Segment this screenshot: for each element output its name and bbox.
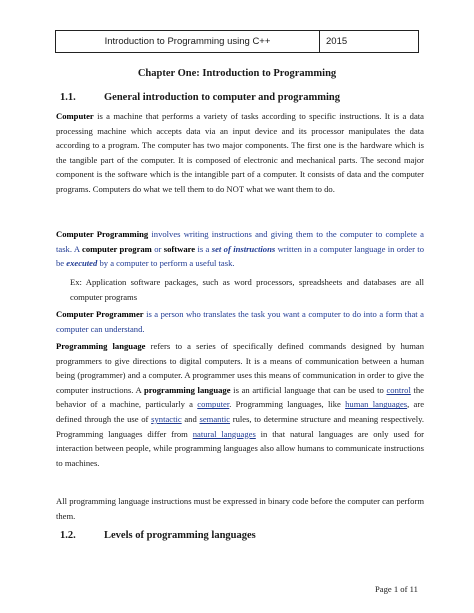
paragraph-text: the behavior of a machine, particularly a (56, 384, 424, 410)
section-title: General introduction to computer and programming (104, 92, 340, 103)
paragraph-text: . Programming languages, like (229, 399, 346, 410)
paragraph-text: is a machine that performs a variety of tasks according to specific instructions. It is a data processing machine which accepts data via an input device and its processor manipulates the data according to a program. The computer has two major components. The first one is the hardware which is the tangible part of the computer. It is composed of electronic and mechanical parts. The second major component is the software which is the intangible part of a computer. It consists of data and the computer programs. Computers do what we tell them to do NOT what we want them to do. (56, 111, 424, 194)
paragraph-text: , are defined through the use of (56, 399, 425, 424)
section-number: 1.1. (60, 92, 76, 103)
link-syntactic[interactable]: syntactic (151, 413, 182, 424)
paragraph-computer-programming (56, 227, 424, 271)
paragraph-text: in that natural languages are only used for interaction between people, while programming languages also allow humans to communicate instructions to machines. (56, 428, 425, 468)
term-set-of-instructions: set of instructions (211, 243, 276, 254)
header-table (55, 30, 419, 53)
paragraph-programming-language (56, 339, 424, 470)
link-control[interactable]: control (386, 384, 411, 395)
term-computer-program: computer program (82, 243, 152, 254)
link-semantic[interactable]: semantic (199, 413, 231, 424)
link-natural-languages[interactable]: natural languages (192, 428, 256, 439)
header-year: 2015 (326, 36, 348, 47)
section-heading-1-2 (60, 530, 256, 541)
section-number: 1.2. (60, 530, 76, 541)
term-computer-programmer: Computer Programmer (56, 309, 144, 319)
term-computer: Computer (56, 111, 94, 121)
term-programming-language-2: programming language (143, 384, 231, 395)
paragraph-text: is an artificial language that can be used to (230, 384, 387, 395)
paragraph-text: is a (195, 243, 212, 254)
term-programming-language: Programming language (56, 341, 146, 351)
chapter-title: Chapter One: Introduction to Programming (137, 68, 337, 79)
paragraph-text: is a person who translates the task you want a computer to do into a form that a computer can understand. (56, 309, 424, 334)
header-title: Introduction to Programming using C++ (56, 31, 320, 52)
paragraph-text: and (181, 413, 200, 424)
paragraph-text: or (151, 243, 164, 254)
term-executed: executed (66, 258, 98, 269)
paragraph-binary-code: All programming language instructions must be expressed in binary code before the computer can perform them. (56, 496, 424, 521)
paragraph-computer-programmer (56, 307, 424, 336)
term-software: software (163, 243, 196, 254)
paragraph-text: refers to a series of specifically defined commands designed by human programmers to give directions to digital computers. It is a means of communication between a human being (programmer) and a computer. A programmer uses this means of communication in order to give the computer instructions. A (56, 341, 424, 395)
section-heading-1-1 (60, 92, 340, 103)
section-title: Levels of programming languages (104, 530, 256, 541)
paragraph-text: written in a computer language in order to be (56, 243, 424, 269)
paragraph-computer (56, 109, 424, 197)
page-number: Page 1 of 11 (375, 584, 418, 594)
link-human-languages[interactable]: human languages (345, 399, 408, 410)
paragraph-text: rules, to determine structure and meaning respectively. Programming languages differ from (56, 413, 424, 439)
link-computer[interactable]: computer (197, 399, 230, 410)
paragraph-text: by a computer to perform a useful task. (97, 258, 235, 269)
paragraph-text: involves writing instructions and giving them to the computer to complete a task. A (56, 229, 424, 254)
paragraph-example: Ex: Application software packages, such as word processors, spreadsheets and databases are all computer programs (70, 277, 424, 302)
term-computer-programming: Computer Programming (56, 229, 149, 239)
